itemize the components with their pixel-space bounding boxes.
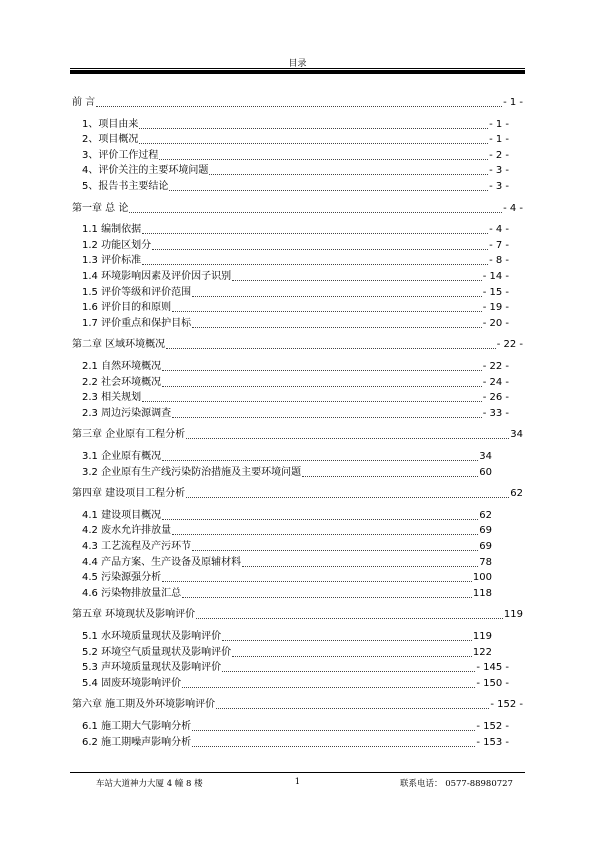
toc-section-entry[interactable] — [82, 133, 509, 147]
toc-chapter-entry[interactable] — [72, 608, 523, 622]
toc-section-entry[interactable] — [82, 180, 509, 194]
toc-section-entry[interactable] — [82, 317, 509, 331]
toc-entry-page: 62 — [479, 509, 492, 521]
toc-entry-label: 4.5 污染源强分析 — [82, 572, 162, 584]
toc-entry-page: 69 — [479, 525, 492, 537]
toc-dot-leader — [172, 311, 482, 312]
toc-dot-leader — [142, 264, 488, 265]
toc-entry-label: 1、项目由来 — [82, 118, 139, 130]
toc-section-entry[interactable] — [82, 407, 509, 421]
toc-entry-label: 第三章 企业原有工程分析 — [72, 429, 186, 441]
toc-entry-label: 4.2 废水允许排放量 — [82, 525, 172, 537]
toc-entry-page: - 4 - — [503, 202, 523, 214]
toc-section-entry[interactable] — [82, 661, 509, 675]
toc-entry-label: 3.2 企业原有生产线污染防治措施及主要环境问题 — [82, 466, 302, 478]
toc-dot-leader — [182, 597, 472, 598]
toc-entry-label: 1.1 编制依据 — [82, 224, 142, 236]
toc-entry-label: 4.4 产品方案、生产设备及原辅材料 — [82, 556, 242, 568]
toc-section-entry[interactable] — [82, 164, 509, 178]
toc-entry-label: 第二章 区域环境概况 — [72, 339, 166, 351]
toc-section-entry[interactable] — [82, 587, 492, 601]
toc-entry-page: - 152 - — [490, 699, 523, 711]
toc-chapter-entry[interactable] — [72, 698, 523, 712]
toc-entry-label: 第一章 总 论 — [72, 202, 129, 214]
toc-entry-label: 4.6 污染物排放量汇总 — [82, 587, 182, 599]
toc-entry-page: - 15 - — [482, 286, 509, 298]
toc-section-entry[interactable] — [82, 360, 509, 374]
toc-dot-leader — [196, 618, 503, 619]
toc-section-entry[interactable] — [82, 149, 509, 163]
toc-section-entry[interactable] — [82, 556, 492, 570]
toc-entry-label: 6.1 施工期大气影响分析 — [82, 721, 192, 732]
toc-entry-label: 1.6 评价目的和原则 — [82, 302, 172, 314]
toc-section-entry[interactable] — [82, 376, 509, 390]
toc-entry-page: 119 — [472, 631, 492, 642]
footer-divider — [70, 772, 525, 773]
toc-entry-label: 5.3 声环境质量现状及影响评价 — [82, 662, 222, 674]
toc-entry-label: 第五章 环境现状及影响评价 — [72, 609, 196, 621]
toc-entry-page: - 2 - — [489, 149, 509, 161]
toc-section-entry[interactable] — [82, 736, 509, 750]
toc-dot-leader — [129, 212, 502, 213]
toc-dot-leader — [162, 581, 472, 582]
toc-section-entry[interactable] — [82, 254, 509, 268]
toc-chapter-entry[interactable] — [72, 428, 523, 442]
toc-entry-label: 2.3 周边污染源调查 — [82, 407, 172, 419]
toc-dot-leader — [169, 190, 488, 191]
toc-section-entry[interactable] — [82, 524, 492, 538]
toc-section-entry[interactable] — [82, 118, 509, 132]
toc-entry-label: 5.2 环境空气质量现状及影响评价 — [82, 646, 232, 658]
toc-entry-page: - 33 - — [482, 407, 509, 419]
toc-section-entry[interactable] — [82, 677, 509, 691]
toc-dot-leader — [166, 348, 496, 349]
toc-entry-page: - 3 - — [489, 181, 509, 192]
toc-section-entry[interactable] — [82, 571, 492, 585]
toc-entry-page: - 1 - — [503, 97, 523, 108]
toc-dot-leader — [192, 730, 475, 731]
toc-entry-page: - 22 - — [482, 361, 509, 372]
toc-entry-page: - 7 - — [489, 239, 509, 251]
toc-dot-leader — [216, 708, 489, 709]
header-divider-thick — [70, 70, 525, 74]
toc-chapter-entry[interactable] — [72, 202, 523, 216]
toc-entry-page: 62 — [510, 488, 523, 500]
toc-section-entry[interactable] — [82, 646, 492, 660]
toc-dot-leader — [139, 128, 488, 129]
toc-dot-leader — [152, 249, 488, 250]
toc-dot-leader — [186, 438, 509, 439]
toc-dot-leader — [192, 746, 475, 747]
toc-entry-page: - 22 - — [496, 339, 523, 351]
toc-section-entry[interactable] — [82, 270, 509, 284]
toc-section-entry[interactable] — [82, 720, 509, 734]
toc-dot-leader — [222, 671, 475, 672]
toc-entry-page: - 152 - — [476, 721, 509, 732]
toc-entry-label: 5、报告书主要结论 — [82, 181, 169, 192]
toc-entry-label: 4、评价关注的主要环境问题 — [82, 165, 209, 177]
toc-section-entry[interactable] — [82, 466, 492, 480]
toc-entry-label: 前 言 — [72, 97, 96, 108]
toc-entry-page: - 150 - — [476, 677, 509, 689]
toc-section-entry[interactable] — [82, 223, 509, 237]
toc-entry-page: - 1 - — [489, 118, 509, 130]
toc-dot-leader — [232, 656, 472, 657]
toc-section-entry[interactable] — [82, 301, 509, 315]
toc-section-entry[interactable] — [82, 239, 509, 253]
toc-entry-label: 5.1 水环境质量现状及影响评价 — [82, 631, 222, 642]
toc-entry-page: 78 — [479, 556, 492, 568]
toc-section-entry[interactable] — [82, 450, 492, 464]
toc-entry-page: 34 — [479, 451, 492, 462]
toc-entry-label: 1.5 评价等级和评价范围 — [82, 286, 192, 298]
toc-entry-page: - 8 - — [489, 255, 509, 267]
toc-entry-label: 3.1 企业原有概况 — [82, 451, 162, 462]
toc-entry-label: 2.3 相关规划 — [82, 392, 142, 404]
toc-entry-page: 100 — [472, 572, 492, 584]
toc-entry-page: - 24 - — [482, 376, 509, 388]
toc-entry-label: 2、项目概况 — [82, 134, 139, 146]
toc-dot-leader — [192, 327, 482, 328]
toc-dot-leader — [242, 566, 478, 567]
toc-section-entry[interactable] — [82, 630, 492, 644]
toc-entry-label: 1.3 评价标准 — [82, 255, 142, 267]
toc-entry-page: 118 — [472, 587, 492, 599]
toc-dot-leader — [182, 687, 475, 688]
toc-entry-label: 3、评价工作过程 — [82, 149, 159, 161]
toc-dot-leader — [162, 519, 478, 520]
toc-dot-leader — [172, 417, 482, 418]
toc-chapter-entry[interactable] — [72, 96, 523, 110]
toc-entry-label: 1.4 环境影响因素及评价因子识别 — [82, 271, 232, 282]
toc-entry-label: 2.2 社会环境概况 — [82, 376, 162, 388]
toc-dot-leader — [96, 106, 502, 107]
toc-dot-leader — [162, 370, 482, 371]
toc-entry-label: 1.7 评价重点和保护目标 — [82, 317, 192, 329]
header-divider-thin — [70, 68, 525, 69]
toc-entry-page: - 4 - — [489, 224, 509, 236]
toc-entry-label: 5.4 固废环境影响评价 — [82, 677, 182, 689]
toc-entry-page: - 3 - — [489, 165, 509, 177]
toc-dot-leader — [172, 534, 478, 535]
toc-entry-label: 4.3 工艺流程及产污环节 — [82, 541, 192, 552]
toc-dot-leader — [162, 460, 478, 461]
footer-page-number: 1 — [294, 777, 301, 787]
toc-entry-label: 6.2 施工期噪声影响分析 — [82, 736, 192, 748]
toc-section-entry[interactable] — [82, 391, 509, 405]
toc-dot-leader — [186, 497, 509, 498]
toc-entry-page: - 26 - — [482, 392, 509, 404]
toc-entry-page: 34 — [510, 429, 523, 441]
toc-entry-page: - 145 - — [476, 662, 509, 674]
toc-entry-page: - 153 - — [476, 736, 509, 748]
footer-phone: 联系电话： 0577-88980727 — [400, 779, 513, 789]
toc-entry-label: 4.1 建设项目概况 — [82, 509, 162, 521]
toc-entry-label: 第四章 建设项目工程分析 — [72, 488, 186, 500]
toc-entry-page: - 1 - — [489, 134, 509, 146]
toc-dot-leader — [162, 386, 482, 387]
page-header-title: 目录 — [288, 59, 307, 69]
toc-dot-leader — [142, 401, 482, 402]
toc-chapter-entry[interactable] — [72, 338, 523, 352]
toc-dot-leader — [222, 640, 472, 641]
toc-entry-page: 69 — [479, 541, 492, 552]
toc-dot-leader — [139, 143, 488, 144]
toc-entry-page: - 14 - — [482, 271, 509, 282]
footer-address: 车站大道神力大厦 4 幢 8 楼 — [96, 779, 203, 789]
toc-section-entry[interactable] — [82, 540, 492, 554]
toc-chapter-entry[interactable] — [72, 487, 523, 501]
toc-entry-page: 119 — [503, 609, 523, 621]
toc-dot-leader — [159, 159, 488, 160]
toc-dot-leader — [192, 296, 482, 297]
toc-section-entry[interactable] — [82, 509, 492, 523]
toc-entry-page: - 19 - — [482, 302, 509, 314]
toc-dot-leader — [302, 476, 478, 477]
toc-dot-leader — [209, 174, 488, 175]
toc-entry-page: - 20 - — [482, 317, 509, 329]
toc-entry-label: 1.2 功能区划分 — [82, 239, 152, 251]
toc-entry-label: 2.1 自然环境概况 — [82, 361, 162, 372]
toc-dot-leader — [192, 550, 478, 551]
toc-section-entry[interactable] — [82, 286, 509, 300]
toc-entry-page: 122 — [472, 646, 492, 658]
toc-dot-leader — [142, 233, 488, 234]
toc-entry-page: 60 — [479, 466, 492, 478]
toc-dot-leader — [232, 280, 482, 281]
toc-entry-label: 第六章 施工期及外环境影响评价 — [72, 699, 216, 711]
